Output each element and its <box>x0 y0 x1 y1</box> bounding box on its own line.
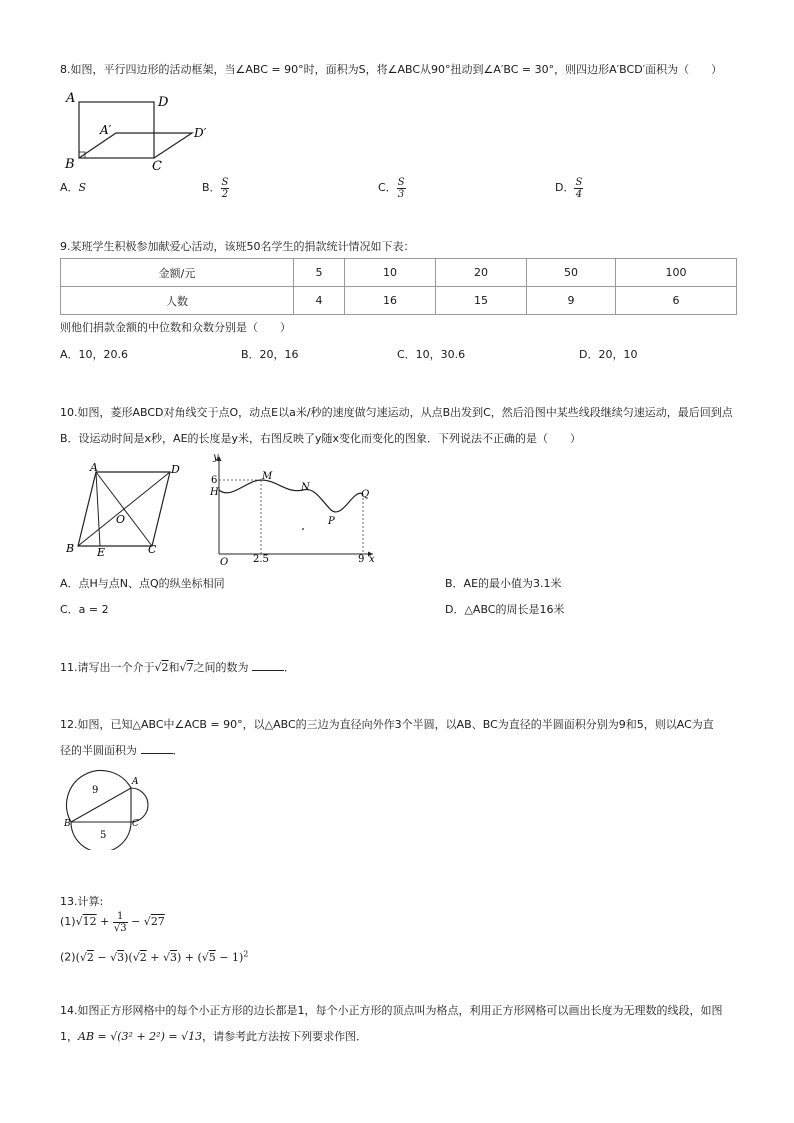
q8-parallelogram-figure <box>60 88 220 174</box>
q10-graph-label-origin: O <box>220 557 229 568</box>
q10-label-B: B <box>66 542 75 555</box>
q10-graph-label-6: 6 <box>211 475 218 486</box>
q8-label-B: B <box>65 157 75 172</box>
q12-stem-line2: 径的半圆面积为 ． <box>60 744 184 757</box>
table-cell: 20 <box>436 259 527 287</box>
q14-stem-line1: 14.如图正方形网格中的每个小正方形的边长都是1，每个小正方形的顶点叫为格点，利用正方形网格可以画出长度为无理数的线段，如图 <box>60 1004 723 1017</box>
q10-graph-label-P: P <box>328 516 335 527</box>
q10-graph-label-N: N <box>301 482 310 493</box>
q10-label-O: O <box>116 513 126 526</box>
q10-graph-label-2-5: 2.5 <box>253 554 269 565</box>
q12-semicircle-figure <box>60 768 170 850</box>
q12-label-B: B <box>64 819 71 829</box>
q10-graph-label-Q: Q <box>361 489 370 500</box>
q11-answer-blank[interactable] <box>252 660 284 671</box>
q8-label-D1: D′ <box>194 126 207 140</box>
table-cell: 50 <box>527 259 616 287</box>
q10-option-d[interactable]: D．△ABC的周长是16米 <box>445 603 565 616</box>
q8-option-c[interactable]: C． $\frac{S}{3}$ <box>378 176 405 200</box>
q10-option-c[interactable]: C．a = 2 <box>60 603 109 616</box>
q9-option-a[interactable]: A．10，20.6 <box>60 348 129 361</box>
q9-question: 则他们捐款金额的中位数和众数分别是（ ） <box>60 321 291 334</box>
table-row <box>61 287 737 315</box>
q9-option-c[interactable]: C．10，30.6 <box>397 348 466 361</box>
q10-label-A: A <box>90 461 98 474</box>
q9-option-b[interactable]: B．20，16 <box>241 348 299 361</box>
q10-graph-label-y: y <box>213 452 219 463</box>
table-cell: 5 <box>294 259 345 287</box>
q9-stem: 9.某班学生积极参加献爱心活动，该班50名学生的捐款统计情况如下表： <box>60 240 415 253</box>
q12-label-5: 5 <box>100 830 107 841</box>
table-cell: 100 <box>616 259 737 287</box>
q10-graph-label-x: x <box>369 554 375 565</box>
q10-label-D: D <box>171 463 180 476</box>
q8-label-D: D <box>158 95 169 110</box>
q10-stem-line1: 10.如图，菱形ABCD对角线交于点O，动点E以a米/秒的速度做匀速运动，从点B出发到C，然后沿图中某些线段继续匀速运动，最后回到点 <box>60 406 733 419</box>
table-cell: 15 <box>436 287 527 315</box>
q10-graph-label-M: M <box>262 471 273 482</box>
table-cell: 9 <box>527 287 616 315</box>
q10-rhombus-figure <box>60 460 190 560</box>
q8-option-d[interactable]: D． $\frac{S}{4}$ <box>555 176 583 200</box>
q12-label-A: A <box>132 777 139 787</box>
table-row <box>61 259 737 287</box>
q10-graph-label-9: 9 <box>358 554 365 565</box>
table-cell: 金额/元 <box>61 259 294 287</box>
q12-label-C: C <box>132 819 139 829</box>
q10-graph-label-H: H <box>210 487 219 498</box>
table-cell: 4 <box>294 287 345 315</box>
q10-function-graph <box>205 452 385 570</box>
q10-label-C: C <box>148 543 157 556</box>
q8-label-C: C <box>152 159 162 174</box>
q8-option-a[interactable]: A．S <box>60 181 87 194</box>
q8-label-A1: A′ <box>100 123 112 137</box>
q10-label-E: E <box>97 546 106 559</box>
q9-option-d[interactable]: D．20，10 <box>579 348 638 361</box>
q12-answer-blank[interactable] <box>141 743 173 754</box>
q10-stem-line2: B．设运动时间是x秒，AE的长度是y米，右图反映了y随x变化而变化的图象．下列说法不正确的是（ ） <box>60 432 582 445</box>
q9-table <box>60 258 737 315</box>
table-cell: 16 <box>345 287 436 315</box>
q13-title: 13.计算: <box>60 895 104 908</box>
q12-stem-line1: 12.如图，已知△ABC中∠ACB = 90°，以△ABC的三边为直径向外作3个半圆，以AB、BC为直径的半圆面积分别为9和5，则以AC为直 <box>60 718 714 731</box>
q8-option-b[interactable]: B． $\frac{S}{2}$ <box>202 176 229 200</box>
q13-part2: $(2)(√2 - √3)(√2 + √3) + (√5 - 1)^2$ <box>60 949 249 964</box>
q14-stem-line2: 1，AB = √(3² + 2²) = √13，请参考此方法按下列要求作图． <box>60 1030 368 1043</box>
q8-label-A: A <box>66 91 76 106</box>
q12-label-9: 9 <box>92 785 99 796</box>
q8-stem: 8.如图，平行四边形的活动框架，当∠ABC = 90°时，面积为S，将∠ABC从90°扭动到∠A′BC = 30°，则四边形A′BCD′面积为（ ） <box>60 63 723 76</box>
q10-option-a[interactable]: A．点H与点N、点Q的纵坐标相同 <box>60 577 225 590</box>
table-cell: 10 <box>345 259 436 287</box>
q11-stem: 11.请写出一个介于√2和√7之间的数为 ． <box>60 661 296 674</box>
table-cell: 6 <box>616 287 737 315</box>
q13-part1: (1)√12 + $\frac{1}{√3}$ − √27 <box>60 910 165 934</box>
q10-option-b[interactable]: B．AE的最小值为3.1米 <box>445 577 562 590</box>
table-cell: 人数 <box>61 287 294 315</box>
